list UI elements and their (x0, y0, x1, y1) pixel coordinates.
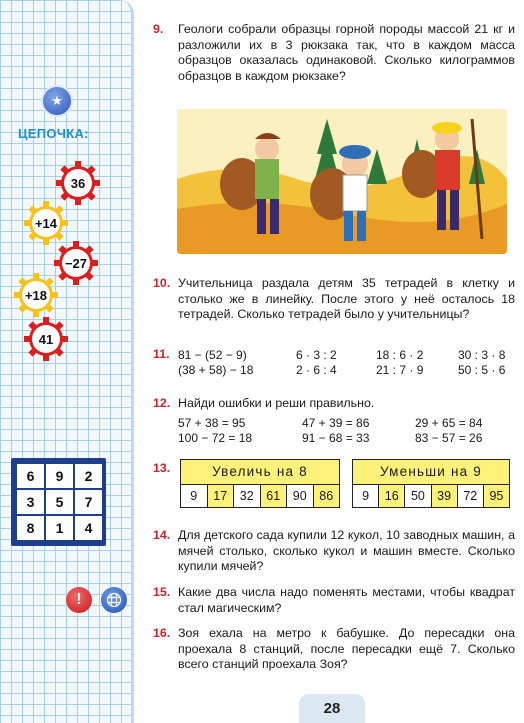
number-cell: 32 (234, 485, 261, 507)
number-cell: 95 (484, 485, 509, 507)
task-number: 15. (153, 585, 171, 599)
increase-title: Увеличь на 8 (181, 460, 339, 485)
gear-red (56, 161, 100, 205)
number-cell: 9 (353, 485, 379, 507)
task-11-expressions (178, 347, 516, 377)
expression: 50 : 5 · 6 (458, 362, 506, 377)
gear-yellow (24, 201, 68, 245)
number-cell: 39 (432, 485, 458, 507)
number-cell: 90 (287, 485, 314, 507)
chain-step: −27 (62, 249, 90, 277)
chain-step: +18 (22, 281, 50, 309)
decrease-box (352, 459, 510, 508)
magic-cell: 9 (45, 463, 74, 489)
number-cell: 17 (208, 485, 235, 507)
chain-title: ЦЕПОЧКА: (18, 126, 89, 141)
task-15 (153, 585, 515, 617)
magic-cell: 2 (74, 463, 103, 489)
magic-cell: 5 (45, 489, 74, 515)
geologists-illustration (177, 109, 507, 254)
expression: (38 + 58) − 18 (178, 362, 254, 377)
task-number: 11. (153, 347, 170, 361)
task-number: 13. (153, 461, 171, 475)
magic-cell: 6 (16, 463, 45, 489)
equation: 29 + 65 = 84 (415, 415, 483, 430)
chain-value: 41 (32, 325, 60, 353)
expression: 6 · 3 : 2 (296, 347, 337, 362)
expression: 2 · 6 : 4 (296, 362, 337, 377)
gear-yellow (14, 273, 58, 317)
task-text: Найди ошибки и реши правильно. (178, 396, 375, 410)
number-cell: 61 (261, 485, 288, 507)
task-number: 12. (153, 396, 171, 410)
expression: 21 : 7 · 9 (376, 362, 424, 377)
expression: 18 : 6 · 2 (376, 347, 424, 362)
expression: 30 : 3 · 8 (458, 347, 506, 362)
task-text: Геологи собрали образцы горной породы массой 21 кг и разложили их в 3 рюкзака так, что в каждом масса образцов оказалась одинаковой. Сколько килограммов образцов в каждом рюкзаке? (178, 22, 515, 83)
task-16 (153, 626, 515, 674)
task-text: Зоя ехала на метро к бабушке. До пересадки она проехала 8 станций, после пересадки ещё 7. Сколько всего станций проехала Зоя? (178, 626, 515, 671)
number-cell: 50 (405, 485, 431, 507)
task-number: 16. (153, 626, 171, 640)
task-number: 10. (153, 276, 171, 290)
equation: 57 + 38 = 95 (178, 415, 246, 430)
task-9 (153, 22, 515, 102)
decrease-title: Уменьши на 9 (353, 460, 509, 485)
gear-red (24, 317, 68, 361)
task-number: 14. (153, 528, 171, 542)
exclamation-icon: ! (66, 587, 92, 613)
grid-globe-icon (101, 587, 127, 613)
expression: 81 − (52 − 9) (178, 347, 247, 362)
magic-cell: 8 (16, 515, 45, 541)
equation: 47 + 39 = 86 (302, 415, 370, 430)
chain-step: +14 (32, 209, 60, 237)
equation: 91 − 68 = 33 (302, 430, 370, 445)
number-cell: 9 (181, 485, 208, 507)
magic-cell: 7 (74, 489, 103, 515)
equation: 83 − 57 = 26 (415, 430, 483, 445)
magic-cell: 4 (74, 515, 103, 541)
increase-box (180, 459, 340, 508)
equation: 100 − 72 = 18 (178, 430, 253, 445)
chain-value: 36 (64, 169, 92, 197)
number-cell: 16 (379, 485, 405, 507)
gear-red (54, 241, 98, 285)
magic-cell: 3 (16, 489, 45, 515)
magic-cell: 1 (45, 515, 74, 541)
task-12 (153, 396, 515, 414)
task-14 (153, 528, 515, 576)
page-number: 28 (299, 694, 365, 723)
task-text: Учительница раздала детям 35 тетрадей в клетку и столько же в линейку. После этого у неё осталось 18 тетрадей. Сколько тетрадей было у учительницы? (178, 276, 515, 321)
number-cell: 72 (458, 485, 484, 507)
task-12-equations (178, 415, 508, 445)
stars-icon: ★ (41, 85, 73, 117)
number-cell: 86 (314, 485, 340, 507)
magic-square (15, 462, 104, 542)
task-number: 9. (153, 22, 164, 36)
task-text: Для детского сада купили 12 кукол, 10 заводных машин, а мячей столько, сколько кукол и машин вместе. Сколько купили мячей? (178, 528, 515, 573)
task-10 (153, 276, 515, 340)
task-text: Какие два числа надо поменять местами, чтобы квадрат стал магическим? (178, 585, 515, 615)
